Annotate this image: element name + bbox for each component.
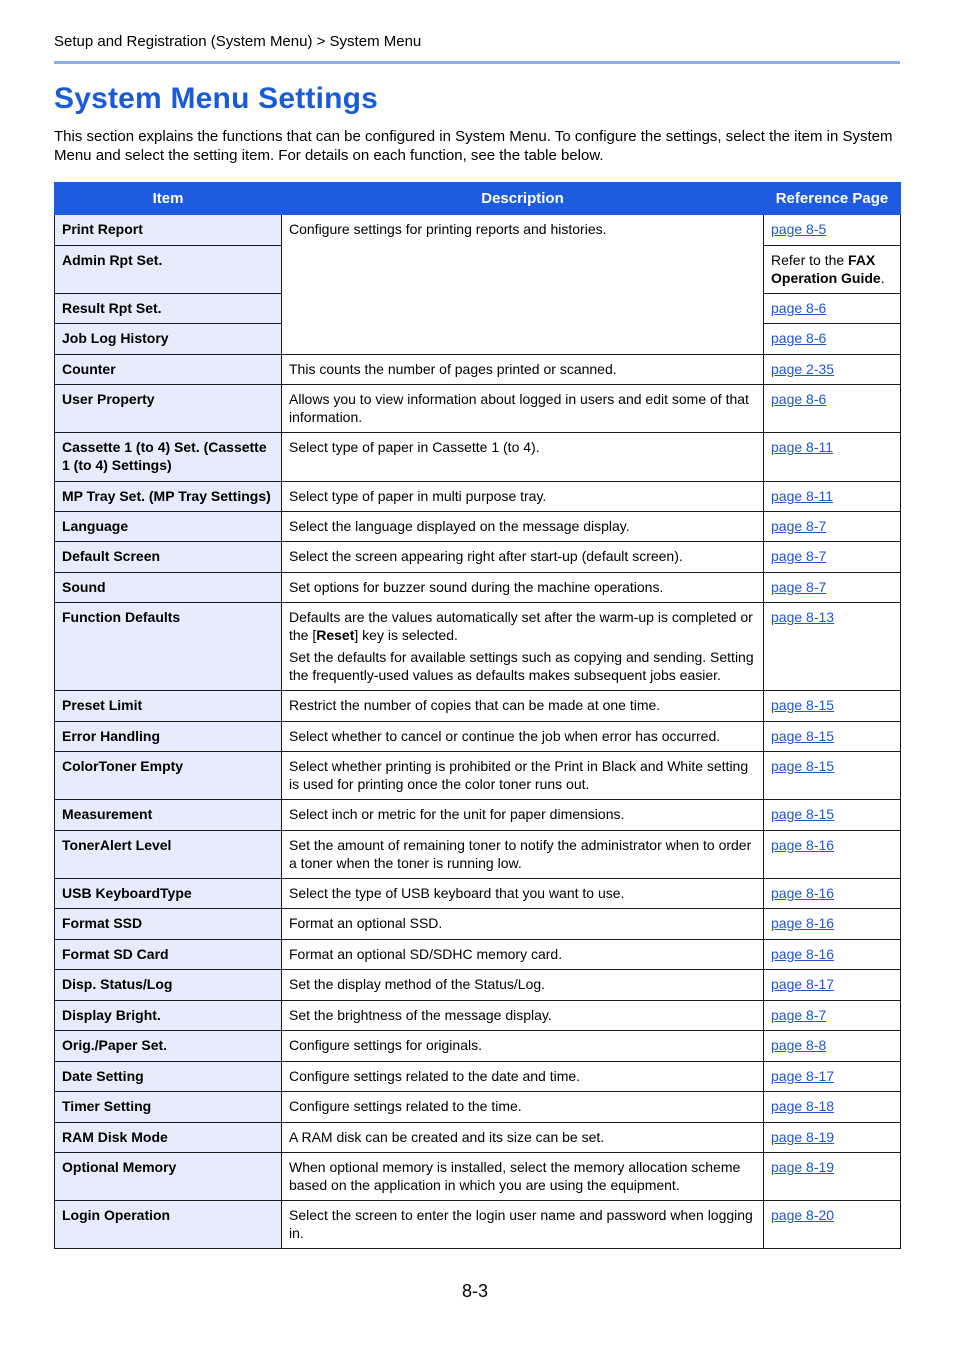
description-text: Set the amount of remaining toner to notify the administrator when to order a toner when the toner is running low. [289, 837, 752, 871]
column-header-item: Item [55, 183, 282, 215]
reference-page-link[interactable]: page 8-15 [771, 806, 835, 822]
description-text: Select the screen appearing right after start-up (default screen). [289, 548, 683, 564]
row-reference [764, 603, 901, 691]
description-text: Set the defaults for available settings such as copying and sending. Setting the frequently-used values as defaults makes subsequent jobs easier. [289, 649, 754, 683]
table-header-row [55, 183, 901, 215]
row-reference [764, 1001, 901, 1031]
row-reference [764, 385, 901, 433]
description-text: Select the language displayed on the message display. [289, 518, 630, 534]
reference-page-link[interactable]: page 8-15 [771, 758, 835, 774]
reference-page-link[interactable]: page 8-17 [771, 976, 835, 992]
row-reference [764, 324, 901, 355]
row-item-name: Timer Setting [55, 1092, 282, 1123]
row-description [282, 355, 764, 385]
row-item-name: Language [55, 512, 282, 542]
table-row [55, 1092, 901, 1123]
reference-page-link[interactable]: page 8-16 [771, 837, 835, 853]
row-reference [764, 1153, 901, 1201]
description-text: Format an optional SD/SDHC memory card. [289, 946, 563, 962]
row-item-name: MP Tray Set. (MP Tray Settings) [55, 482, 282, 512]
reference-page-link[interactable]: page 2-35 [771, 361, 835, 377]
description-text: Set options for buzzer sound during the machine operations. [289, 579, 664, 595]
table-row [55, 215, 901, 246]
table-row [55, 940, 901, 970]
table-row [55, 691, 901, 722]
table-row [55, 433, 901, 482]
row-description [282, 1123, 764, 1153]
row-item-name: RAM Disk Mode [55, 1123, 282, 1153]
reference-page-link[interactable]: page 8-8 [771, 1037, 827, 1053]
row-description [282, 603, 764, 691]
row-description [282, 940, 764, 970]
reference-page-link[interactable]: page 8-16 [771, 885, 835, 901]
description-text: This counts the number of pages printed or scanned. [289, 361, 617, 377]
table-row [55, 482, 901, 512]
reference-page-link[interactable]: page 8-6 [771, 330, 827, 346]
row-description [282, 482, 764, 512]
reference-page-link[interactable]: page 8-6 [771, 300, 827, 316]
table-row [55, 603, 901, 691]
row-description [282, 970, 764, 1001]
row-reference [764, 691, 901, 722]
table-row [55, 970, 901, 1001]
reference-page-link[interactable]: page 8-13 [771, 609, 835, 625]
table-row [55, 1123, 901, 1153]
description-text: Select the screen to enter the login user name and password when logging in. [289, 1207, 753, 1241]
table-row [55, 752, 901, 800]
table-row [55, 1062, 901, 1092]
description-text: When optional memory is installed, select the memory allocation scheme based on the application in which you are using the equipment. [289, 1159, 741, 1193]
description-text: Select whether to cancel or continue the job when error has occurred. [289, 728, 721, 744]
reference-page-link[interactable]: page 8-19 [771, 1129, 835, 1145]
column-header-description: Description [282, 183, 764, 215]
row-description [282, 879, 764, 909]
row-item-name: Cassette 1 (to 4) Set. (Cassette 1 (to 4) Settings) [55, 433, 282, 482]
row-description [282, 1062, 764, 1092]
row-reference [764, 542, 901, 573]
table-row [55, 909, 901, 940]
row-reference [764, 1092, 901, 1123]
reference-page-link[interactable]: page 8-16 [771, 946, 835, 962]
row-item-name: Disp. Status/Log [55, 970, 282, 1001]
table-row [55, 722, 901, 752]
description-text: A RAM disk can be created and its size can be set. [289, 1129, 605, 1145]
row-reference [764, 433, 901, 482]
row-reference [764, 215, 901, 246]
row-item-name: User Property [55, 385, 282, 433]
row-item-name: Orig./Paper Set. [55, 1031, 282, 1062]
description-text: Configure settings related to the time. [289, 1098, 522, 1114]
row-reference [764, 355, 901, 385]
description-text: Configure settings for printing reports and histories. [289, 221, 607, 237]
description-text: Select type of paper in multi purpose tray. [289, 488, 547, 504]
table-row [55, 1001, 901, 1031]
row-item-name: Counter [55, 355, 282, 385]
reference-page-link[interactable]: page 8-7 [771, 579, 827, 595]
row-reference [764, 1123, 901, 1153]
description-text: Defaults are the values automatically set after the warm-up is completed or the [Reset] key is selected. [289, 609, 753, 643]
row-description [282, 909, 764, 940]
table-row [55, 1031, 901, 1062]
table-row [55, 879, 901, 909]
table-row [55, 355, 901, 385]
reference-page-link[interactable]: page 8-19 [771, 1159, 835, 1175]
row-item-name: TonerAlert Level [55, 831, 282, 879]
description-text: Select type of paper in Cassette 1 (to 4). [289, 439, 540, 455]
row-reference [764, 246, 901, 294]
reference-page-link[interactable]: page 8-7 [771, 548, 827, 564]
table-row [55, 542, 901, 573]
row-description [282, 691, 764, 722]
reference-note: Refer to the FAX Operation Guide. [771, 252, 885, 286]
row-item-name: USB KeyboardType [55, 879, 282, 909]
reference-page-link[interactable]: page 8-6 [771, 391, 827, 407]
reference-page-link[interactable]: page 8-5 [771, 221, 827, 237]
row-item-name: Format SSD [55, 909, 282, 940]
description-text: Select the type of USB keyboard that you want to use. [289, 885, 625, 901]
table-row [55, 800, 901, 831]
reference-page-link[interactable]: page 8-11 [771, 488, 834, 504]
row-description [282, 573, 764, 603]
row-description [282, 1092, 764, 1123]
table-row [55, 385, 901, 433]
row-description [282, 1001, 764, 1031]
row-description [282, 512, 764, 542]
row-description [282, 800, 764, 831]
column-header-reference-page: Reference Page [764, 183, 901, 215]
page-number: 8-3 [462, 1281, 489, 1301]
row-item-name: Date Setting [55, 1062, 282, 1092]
description-text: Restrict the number of copies that can be made at one time. [289, 697, 661, 713]
reference-page-link[interactable]: page 8-20 [771, 1207, 835, 1223]
row-item-name: Error Handling [55, 722, 282, 752]
row-description [282, 433, 764, 482]
table-row [55, 1153, 901, 1201]
row-item-name: ColorToner Empty [55, 752, 282, 800]
row-reference [764, 722, 901, 752]
table-body [55, 215, 901, 1249]
reference-page-link[interactable]: page 8-15 [771, 728, 835, 744]
row-reference [764, 1062, 901, 1092]
breadcrumb: Setup and Registration (System Menu) > System Menu [54, 33, 422, 50]
row-reference [764, 752, 901, 800]
description-text: Select inch or metric for the unit for paper dimensions. [289, 806, 625, 822]
row-description [282, 385, 764, 433]
row-item-name: Admin Rpt Set. [55, 246, 282, 294]
reference-page-link[interactable]: page 8-7 [771, 1007, 827, 1023]
row-description [282, 1153, 764, 1201]
table-row [55, 573, 901, 603]
row-reference [764, 1031, 901, 1062]
row-reference [764, 879, 901, 909]
row-reference [764, 573, 901, 603]
row-reference [764, 512, 901, 542]
description-text: Configure settings related to the date and time. [289, 1068, 581, 1084]
row-description [282, 831, 764, 879]
row-description [282, 1031, 764, 1062]
description-text: Configure settings for originals. [289, 1037, 482, 1053]
settings-table [54, 182, 901, 1249]
description-text: Select whether printing is prohibited or the Print in Black and White setting is used for printing once the color toner runs out. [289, 758, 749, 792]
reference-page-link[interactable]: page 8-11 [771, 439, 834, 455]
row-item-name: Default Screen [55, 542, 282, 573]
row-item-name: Sound [55, 573, 282, 603]
row-item-name: Print Report [55, 215, 282, 246]
row-item-name: Login Operation [55, 1201, 282, 1249]
row-reference [764, 909, 901, 940]
row-reference [764, 831, 901, 879]
row-description [282, 542, 764, 573]
description-text: Set the display method of the Status/Log. [289, 976, 546, 992]
row-reference [764, 482, 901, 512]
row-description [282, 722, 764, 752]
description-text: Format an optional SSD. [289, 915, 443, 931]
page-title: System Menu Settings [54, 82, 379, 115]
reference-page-link[interactable]: page 8-18 [771, 1098, 835, 1114]
table-row [55, 831, 901, 879]
reference-page-link[interactable]: page 8-17 [771, 1068, 835, 1084]
row-description [282, 752, 764, 800]
row-item-name: Measurement [55, 800, 282, 831]
row-reference [764, 940, 901, 970]
intro-paragraph: This section explains the functions that can be configured in System Menu. To configure the settings, select the item in System Menu and select the setting item. For details on each function, see the table below. [54, 128, 893, 164]
row-item-name: Format SD Card [55, 940, 282, 970]
row-item-name: Display Bright. [55, 1001, 282, 1031]
table-row [55, 512, 901, 542]
row-description [282, 1201, 764, 1249]
table-row [55, 1201, 901, 1249]
row-item-name: Job Log History [55, 324, 282, 355]
reference-page-link[interactable]: page 8-7 [771, 518, 827, 534]
row-description [282, 215, 764, 355]
row-reference [764, 1201, 901, 1249]
description-text: Allows you to view information about logged in users and edit some of that information. [289, 391, 749, 425]
row-reference [764, 970, 901, 1001]
row-reference [764, 294, 901, 324]
description-text: Set the brightness of the message display. [289, 1007, 552, 1023]
row-item-name: Preset Limit [55, 691, 282, 722]
row-item-name: Optional Memory [55, 1153, 282, 1201]
row-item-name: Result Rpt Set. [55, 294, 282, 324]
row-reference [764, 800, 901, 831]
row-item-name: Function Defaults [55, 603, 282, 691]
reference-page-link[interactable]: page 8-15 [771, 697, 835, 713]
reference-page-link[interactable]: page 8-16 [771, 915, 835, 931]
header-rule [54, 61, 900, 64]
